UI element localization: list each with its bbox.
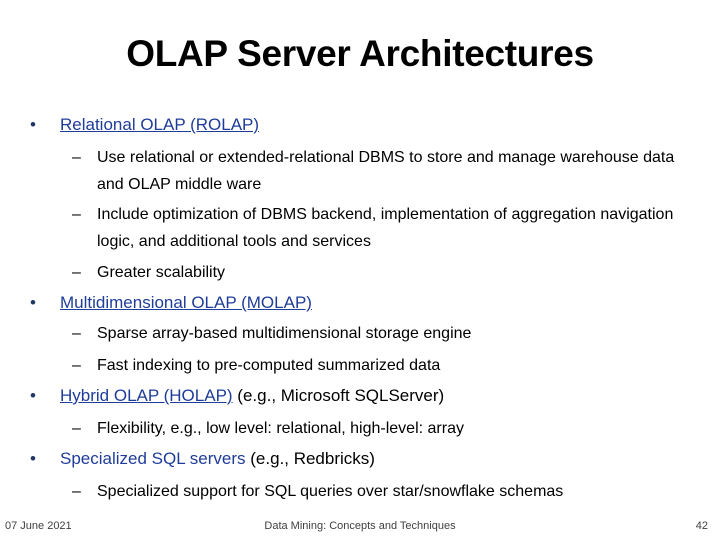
sub-item [72, 259, 682, 286]
sub-item [72, 478, 682, 505]
sub-item-text: Fast indexing to pre-computed summarized data [97, 357, 441, 374]
bullet-specialized-sql [30, 448, 375, 470]
dash-marker: – [72, 420, 81, 437]
sub-item-text: Flexibility, e.g., low level: relational, high-level: array [97, 420, 464, 437]
sub-item [72, 320, 682, 347]
sub-item [72, 415, 682, 442]
holap-link[interactable]: Hybrid OLAP (HOLAP) [60, 386, 233, 405]
sub-item-text: Greater scalability [97, 264, 226, 281]
sub-item-text: Sparse array-based multidimensional storage engine [97, 325, 472, 342]
bullet-marker: • [30, 293, 36, 312]
bullet-suffix: (e.g., Redbricks) [245, 449, 375, 468]
bullet-marker: • [30, 386, 36, 405]
dash-marker: – [72, 149, 81, 166]
sub-item-text: Specialized support for SQL queries over star/snowflake schemas [97, 483, 564, 500]
sub-item [72, 144, 682, 198]
sub-item [72, 201, 682, 255]
dash-marker: – [72, 483, 81, 500]
molap-link[interactable]: Multidimensional OLAP (MOLAP) [60, 293, 312, 312]
bullet-holap [30, 385, 444, 407]
bullet-marker: • [30, 449, 36, 468]
sub-item-text: Use relational or extended-relational DBMS to store and manage warehouse data and OLAP middle ware [97, 149, 675, 193]
sub-item [72, 352, 682, 379]
footer-course: Data Mining: Concepts and Techniques [264, 520, 456, 532]
bullet-marker: • [30, 115, 36, 134]
footer-page-number: 42 [695, 520, 708, 532]
bullet-molap [30, 292, 312, 314]
slide-title: OLAP Server Architectures [126, 33, 594, 74]
dash-marker: – [72, 357, 81, 374]
specialized-sql-link[interactable]: Specialized SQL servers [60, 449, 246, 468]
dash-marker: – [72, 264, 81, 281]
bullet-rolap [30, 114, 259, 136]
rolap-link[interactable]: Relational OLAP (ROLAP) [60, 115, 260, 134]
dash-marker: – [72, 206, 81, 223]
footer-date: 07 June 2021 [5, 520, 72, 532]
bullet-suffix: (e.g., Microsoft SQLServer) [232, 386, 445, 405]
dash-marker: – [72, 325, 81, 342]
sub-item-text: Include optimization of DBMS backend, implementation of aggregation navigation logic, and additional tools and services [97, 206, 674, 250]
